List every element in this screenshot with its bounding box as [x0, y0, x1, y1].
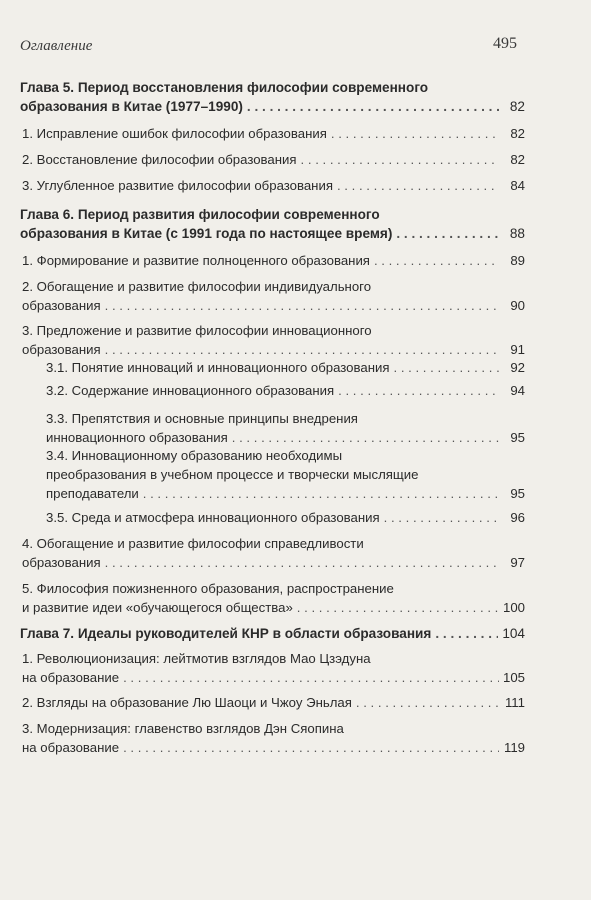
toc-section-entry — [20, 446, 525, 503]
toc-section-entry — [20, 579, 525, 617]
toc-entry-page-number: 82 — [509, 99, 525, 114]
dot-leader — [105, 296, 499, 315]
dot-leader — [338, 381, 499, 400]
toc-entry-page-number: 88 — [509, 226, 525, 241]
toc-section-entry — [20, 251, 525, 270]
toc-section-entry — [20, 693, 525, 712]
dot-leader — [394, 358, 500, 377]
dot-leader — [435, 624, 498, 643]
toc-entry-title-line: 3. Углубленное развитие философии образования — [22, 178, 333, 193]
toc-chapter-entry — [20, 78, 525, 116]
toc-section-entry — [20, 409, 525, 447]
toc-entry-title-line: 2. Восстановление философии образования — [22, 152, 297, 167]
toc-entry-title-line: 1. Революционизация: лейтмотив взглядов Мао Цзэдуна — [22, 651, 371, 666]
toc-entry-title-line: образования в Китае (с 1991 года по настоящее время) — [20, 226, 393, 241]
toc-entry-title-line: 1. Исправление ошибок философии образования — [22, 126, 327, 141]
dot-leader — [374, 251, 499, 270]
toc-section-entry — [20, 381, 525, 400]
toc-entry-page-number: 95 — [510, 430, 525, 445]
toc-entry-title-line: образования в Китае (1977–1990) — [20, 99, 243, 114]
toc-section-entry — [20, 358, 525, 377]
dot-leader — [384, 508, 499, 527]
dot-leader — [356, 693, 499, 712]
dot-leader — [232, 428, 499, 447]
toc-entry-title-line: на образование — [22, 740, 120, 755]
toc-entry-page-number: 111 — [504, 695, 525, 710]
toc-entry-page-number: 90 — [510, 298, 525, 313]
toc-section-entry — [20, 124, 525, 143]
toc-entry-page-number: 96 — [510, 510, 525, 525]
toc-chapter-entry — [20, 624, 525, 643]
toc-entry-title-line: 3.4. Инновационному образованию необходимы — [46, 448, 343, 463]
dot-leader — [297, 598, 499, 617]
dot-leader — [123, 668, 499, 687]
toc-entry-page-number: 104 — [502, 626, 525, 641]
dot-leader — [301, 150, 499, 169]
page-number: 495 — [493, 35, 517, 52]
toc-entry-page-number: 84 — [510, 178, 525, 193]
toc-entry-title-line: образования — [22, 555, 101, 570]
toc-entry-title-line: 4. Обогащение и развитие философии справедливости — [22, 536, 364, 551]
toc-entry-title-line: 3.2. Содержание инновационного образования — [46, 383, 335, 398]
toc-entry-title-line: Глава 6. Период развития философии современного — [20, 207, 380, 222]
toc-entry-page-number: 97 — [510, 555, 525, 570]
toc-entry-page-number: 100 — [502, 600, 525, 615]
toc-entry-title-line: 2. Взгляды на образование Лю Шаоци и Чжоу Эньлая — [22, 695, 352, 710]
toc-entry-page-number: 95 — [510, 486, 525, 501]
toc-entry-title-line: Глава 5. Период восстановления философии современного — [20, 80, 429, 95]
toc-chapter-entry — [20, 205, 525, 243]
toc-entry-title-line: 3. Предложение и развитие философии инновационного — [22, 323, 372, 338]
toc-entry-page-number: 91 — [510, 342, 525, 357]
toc-entry-title-line: образования — [22, 298, 101, 313]
toc-entry-title-line: образования — [22, 342, 101, 357]
toc-entry-title-line: инновационного образования — [46, 430, 228, 445]
dot-leader — [247, 97, 499, 116]
dot-leader — [143, 484, 499, 503]
dot-leader — [331, 124, 499, 143]
toc-entry-title-line: на образование — [22, 670, 120, 685]
toc-entry-title-line: 5. Философия пожизненного образования, распространение — [22, 581, 394, 596]
toc-entry-title-line: преобразования в учебном процессе и творчески мыслящие — [46, 467, 419, 482]
toc-entry-title-line: и развитие идеи «обучающегося общества» — [22, 600, 293, 615]
toc-entry-page-number: 82 — [510, 152, 525, 167]
toc-entry-page-number: 92 — [510, 360, 525, 375]
toc-entry-title-line: 3.1. Понятие инноваций и инновационного образования — [46, 360, 390, 375]
toc-entry-title-line: 3. Модернизация: главенство взглядов Дэн Сяопина — [22, 721, 344, 736]
toc-section-entry — [20, 534, 525, 572]
toc-entry-title-line: 3.3. Препятствия и основные принципы внедрения — [46, 411, 358, 426]
toc-entry-page-number: 82 — [510, 126, 525, 141]
toc-entry-title-line: 1. Формирование и развитие полноценного образования — [22, 253, 370, 268]
toc-entry-title-line: Глава 7. Идеалы руководителей КНР в области образования — [20, 626, 432, 641]
toc-section-entry — [20, 508, 525, 527]
toc-entry-page-number: 89 — [510, 253, 525, 268]
toc-entry-page-number: 105 — [502, 670, 525, 685]
dot-leader — [123, 738, 499, 757]
toc-section-entry — [20, 277, 525, 315]
dot-leader — [105, 553, 499, 572]
toc-entry-title-line: преподаватели — [46, 486, 139, 501]
toc-entry-page-number: 94 — [510, 383, 525, 398]
toc-entry-page-number: 119 — [503, 740, 525, 755]
toc-section-entry — [20, 321, 525, 359]
toc-section-entry — [20, 150, 525, 169]
toc-entry-title-line: 3.5. Среда и атмосфера инновационного образования — [46, 510, 380, 525]
toc-section-entry — [20, 649, 525, 687]
dot-leader — [337, 176, 499, 195]
dot-leader — [396, 224, 499, 243]
toc-section-entry — [20, 176, 525, 195]
toc-entry-title-line: 2. Обогащение и развитие философии индивидуального — [22, 279, 372, 294]
dot-leader — [105, 340, 499, 359]
toc-section-entry — [20, 719, 525, 757]
running-head: Оглавление — [20, 38, 93, 54]
